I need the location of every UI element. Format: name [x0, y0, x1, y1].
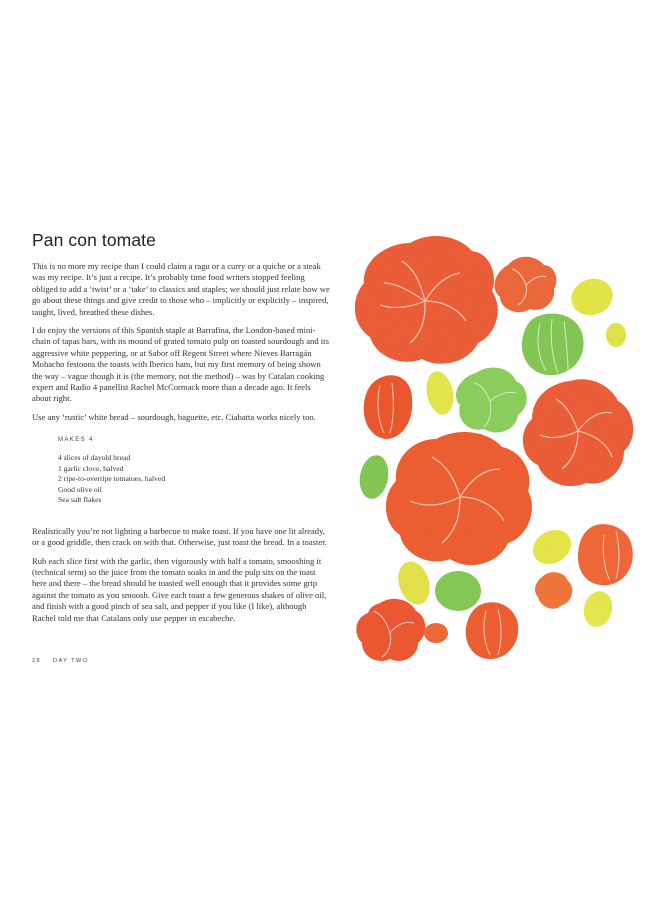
orange-pepper [578, 524, 633, 585]
orange-tomato [535, 572, 572, 609]
yellow-tomato [580, 588, 616, 630]
ingredient-item: Sea salt flakes [58, 495, 102, 505]
orange-pepper [364, 375, 413, 439]
page-footer [32, 658, 88, 664]
ingredient-item: 4 slices of dayold bread [58, 453, 131, 463]
ingredient-list [58, 453, 330, 506]
tomato-large-center [386, 432, 532, 565]
yellow-tomato [423, 369, 458, 417]
intro-paragraph-1: This is no more my recipe than I could claim a ragu or a curry or a quiche or a steak was my recipe. It’s just a recipe. It’s probably time food writers stopped feeling obliged to add a ‘twist’ or a ‘take’ to classics and staples; we should just relate how we go about these things and give credit to those who – implicitly or explicitly – inspired, taught, lived, breathed these dishes. [32, 261, 330, 317]
ingredient-item: 1 garlic clove, halved [58, 463, 124, 473]
yellow-tomato [527, 523, 578, 571]
orange-tomato [424, 623, 448, 643]
page-number: 28 [32, 658, 42, 664]
orange-pepper [466, 602, 518, 659]
tomato-large-top [355, 236, 498, 364]
tomato-small-top [494, 257, 556, 312]
green-tomato [522, 314, 584, 376]
intro-paragraph-2: I do enjoy the versions of this Spanish staple at Barrafina, the London-based mini-chain of tapas bars, with its mound of grated tomato pulp on toasted sourdough and its aggressive white peppering, or at Sabor off Regent Street where Nieves Barragán Mohacho festoons the toasts with Iberico ham, but my first memory of being shown the way – vague though it is (the memory, not the method) – was by Catalan cooking expert and Radio 4 panellist Rachel McCormack more than a decade ago. It feels about right. [32, 325, 329, 404]
recipe-title: Pan con tomate [32, 230, 156, 250]
yellow-tomato [566, 273, 618, 321]
tomato-large-right [523, 379, 633, 486]
method-paragraph-2: Rub each slice first with the garlic, then vigorously with half a tomato, smooshing it (technical term) so the juice from the tomato soaks in and the pulp sits on the toast here and there – the bread should be toasted well enough that it provides some grip against the tomato as you smoosh. Give each toast a few generous shakes of olive oil, and finish with a good pinch of sea salt, and pepper if you like (I like), although Rachel told me that Catalans only use pepper in escabeche. [32, 555, 327, 623]
tomato-illustration [340, 225, 640, 675]
green-tomato [356, 453, 391, 501]
ingredient-item: 2 ripe-to-overripe tomatoes, halved [58, 474, 166, 484]
yellow-tomato [606, 323, 626, 347]
green-tomato [435, 571, 481, 611]
section-label: DAY TWO [53, 658, 89, 664]
orange-tomato [356, 599, 425, 661]
recipe-column [32, 230, 330, 631]
green-tomato [456, 367, 527, 432]
method-paragraph-1: Realistically you’re not lighting a barbecue to make toast. If you have one lit already, or a good griddle, then crack on with that. Otherwise, just toast the bread. In a toaster. [32, 525, 327, 548]
ingredient-item: Good olive oil [58, 484, 102, 494]
makes-label: MAKES 4 [58, 437, 94, 444]
intro-paragraph-3: Use any ‘rustic’ white bread – sourdough, baguette, etc. Ciabatta works nicely too. [32, 411, 316, 422]
